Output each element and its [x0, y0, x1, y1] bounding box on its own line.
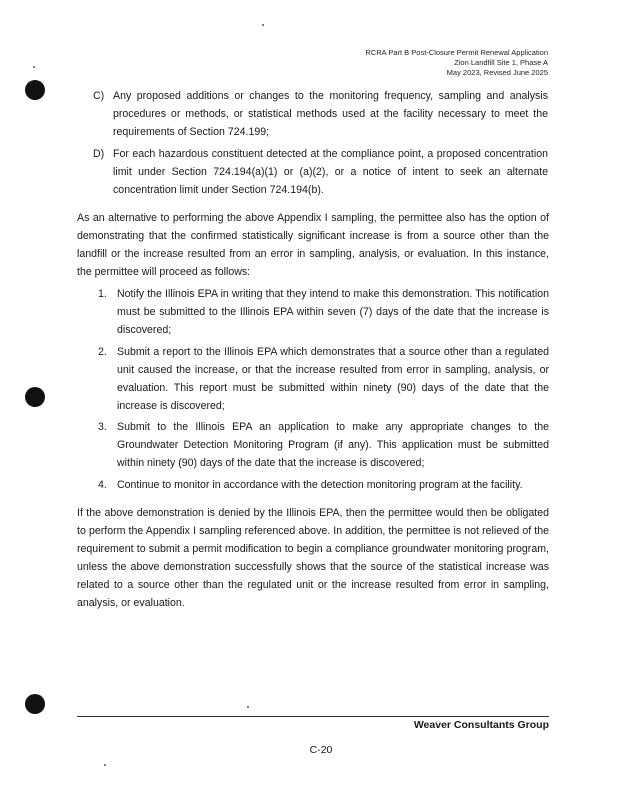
scan-speck — [33, 66, 35, 68]
item-text: Submit a report to the Illinois EPA which demonstrates that a source other than a regulated unit caused the increase, or that the increase resulted from error in sampling, analysis, or evaluation. This report must be submitted within ninety (90) days of the date that the increase is discovered; — [117, 346, 549, 412]
item-mark: 4. — [98, 479, 107, 491]
page-number: C-20 — [309, 744, 333, 756]
numbered-item-4 — [98, 476, 549, 494]
numbered-item-3 — [98, 418, 549, 472]
scan-speck — [104, 764, 106, 766]
paragraph-denial: If the above demonstration is denied by the Illinois EPA, then the permittee would then be obligated to perform the Appendix I sampling referenced above. In addition, the permittee is not relieved of the requirement to submit a permit modification to begin a compliance groundwater monitoring program, unless the above demonstration successfully shows that the source of the statistical increase was related to a source other than the regulated unit or the increase resulted from error in sampling, analysis, or evaluation. — [77, 507, 549, 609]
paragraph-alternative: As an alternative to performing the above Appendix I sampling, the permittee also has the option of demonstrating that the confirmed statistically significant increase is from a source other than the landfill or the increase resulted from an error in sampling, analysis, or evaluation. In this instance, the permittee will proceed as follows: — [77, 212, 549, 278]
item-mark: 2. — [98, 346, 107, 358]
numbered-item-1 — [98, 285, 549, 339]
punch-hole-bottom — [25, 694, 45, 714]
scan-speck — [247, 706, 249, 708]
header-line-2: Zion Landfill Site 1, Phase A — [454, 58, 548, 67]
item-mark: D) — [93, 148, 105, 160]
item-mark: 1. — [98, 288, 107, 300]
item-text: Notify the Illinois EPA in writing that they intend to make this demonstration. This notification must be submitted to the Illinois EPA within seven (7) days of the date that the increase is discovered; — [117, 288, 549, 336]
document-header — [365, 48, 548, 78]
lettered-item-c — [93, 87, 548, 141]
footer-company-name: Weaver Consultants Group — [413, 719, 549, 731]
lettered-item-d — [93, 145, 548, 199]
item-mark: 3. — [98, 421, 107, 433]
punch-hole-middle — [25, 387, 45, 407]
footer-rule — [77, 716, 549, 717]
item-text: Any proposed additions or changes to the monitoring frequency, sampling and analysis procedures or methods, or statistical methods used at the facility necessary to meet the requirements of Section 724.199; — [113, 90, 548, 138]
item-text: For each hazardous constituent detected at the compliance point, a proposed concentration limit under Section 724.194(a)(1) or (a)(2), or a notice of intent to seek an alternate concentration limit under Section 724.194(b). — [113, 148, 548, 196]
header-line-3: May 2023, Revised June 2025 — [446, 68, 548, 77]
scan-speck — [262, 24, 264, 26]
numbered-item-2 — [98, 343, 549, 415]
punch-hole-top — [25, 80, 45, 100]
item-text: Submit to the Illinois EPA an application to make any appropriate changes to the Groundwater Detection Monitoring Program (if any). This application must be submitted within ninety (90) days of the date that the increase is discovered; — [117, 421, 549, 469]
item-mark: C) — [93, 90, 105, 102]
item-text: Continue to monitor in accordance with the detection monitoring program at the facility. — [117, 479, 523, 491]
header-line-1: RCRA Part B Post-Closure Permit Renewal Application — [365, 48, 548, 57]
